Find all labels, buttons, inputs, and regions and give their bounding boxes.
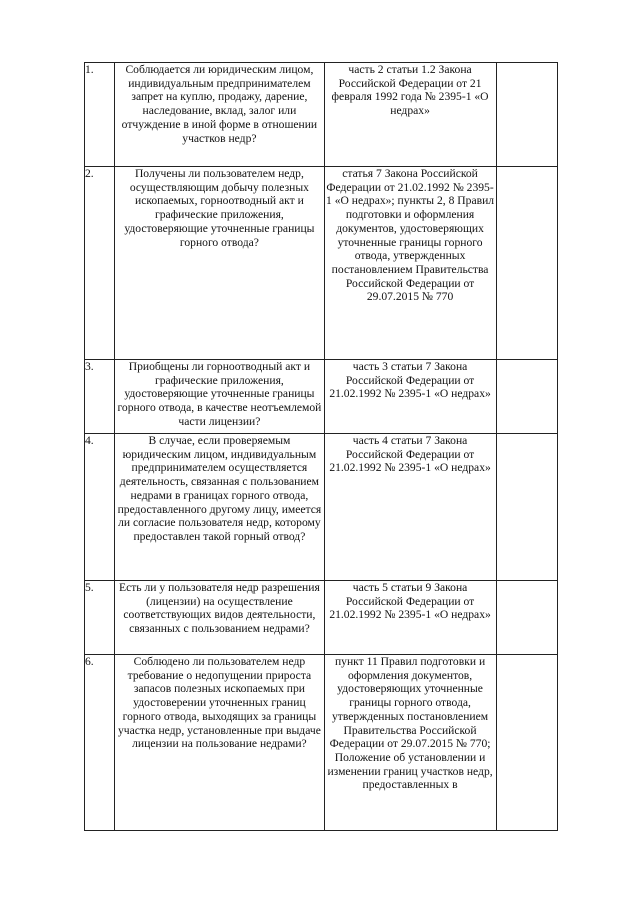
legal-reference-cell: пункт 11 Правил подготовки и оформления документов, удостоверяющих уточненные границы горного отвода, утвержденных постановлением Правительства Российской Федерации от 29.07.2015 № 770; Положение об установлении и изменении границ участков недр, предоставленных в — [324, 655, 496, 831]
result-cell — [496, 63, 558, 167]
table-row — [85, 167, 558, 360]
row-number: 5. — [85, 581, 115, 655]
question-cell: В случае, если проверяемым юридическим лицом, индивидуальным предпринимателем осуществляется деятельность, связанная с пользованием недрами в границах горного отвода, предоставленного другому лицу, имеется ли согласие пользователя недр, которому предоставлен такой горный отвод? — [115, 434, 324, 581]
question-cell: Соблюдено ли пользователем недр требование о недопущении прироста запасов полезных ископаемых при удостоверении уточненных границ горного отвода, выходящих за границы участка недр, установленные при выдаче лицензии на пользование недрами? — [115, 655, 324, 831]
result-cell — [496, 167, 558, 360]
checklist-table — [84, 62, 558, 831]
table-row — [85, 655, 558, 831]
legal-reference-cell: статья 7 Закона Российской Федерации от 21.02.1992 № 2395-1 «О недрах»; пункты 2, 8 Правил подготовки и оформления документов, удостоверяющих уточненные границы горного отвода, утвержденных постановлением Правительства Российской Федерации от 29.07.2015 № 770 — [324, 167, 496, 360]
legal-reference-cell: часть 2 статьи 1.2 Закона Российской Федерации от 21 февраля 1992 года № 2395-1 «О недрах» — [324, 63, 496, 167]
result-cell — [496, 434, 558, 581]
result-cell — [496, 360, 558, 434]
legal-reference-cell: часть 3 статьи 7 Закона Российской Федерации от 21.02.1992 № 2395-1 «О недрах» — [324, 360, 496, 434]
row-number: 1. — [85, 63, 115, 167]
table-row — [85, 434, 558, 581]
result-cell — [496, 655, 558, 831]
row-number: 6. — [85, 655, 115, 831]
question-cell: Приобщены ли горноотводный акт и графические приложения, удостоверяющие уточненные границы горного отвода, в качестве неотъемлемой части лицензии? — [115, 360, 324, 434]
legal-reference-cell: часть 4 статьи 7 Закона Российской Федерации от 21.02.1992 № 2395-1 «О недрах» — [324, 434, 496, 581]
table-row — [85, 63, 558, 167]
question-cell: Получены ли пользователем недр, осуществляющим добычу полезных ископаемых, горноотводный акт и графические приложения, удостоверяющие уточненные границы горного отвода? — [115, 167, 324, 360]
row-number: 2. — [85, 167, 115, 360]
table-row — [85, 360, 558, 434]
question-cell: Соблюдается ли юридическим лицом, индивидуальным предпринимателем запрет на куплю, продажу, дарение, наследование, вклад, залог или отчуждение в иной форме в отношении участков недр? — [115, 63, 324, 167]
row-number: 4. — [85, 434, 115, 581]
legal-reference-cell: часть 5 статьи 9 Закона Российской Федерации от 21.02.1992 № 2395-1 «О недрах» — [324, 581, 496, 655]
row-number: 3. — [85, 360, 115, 434]
table-row — [85, 581, 558, 655]
result-cell — [496, 581, 558, 655]
question-cell: Есть ли у пользователя недр разрешения (лицензии) на осуществление соответствующих видов деятельности, связанных с пользованием недрами? — [115, 581, 324, 655]
